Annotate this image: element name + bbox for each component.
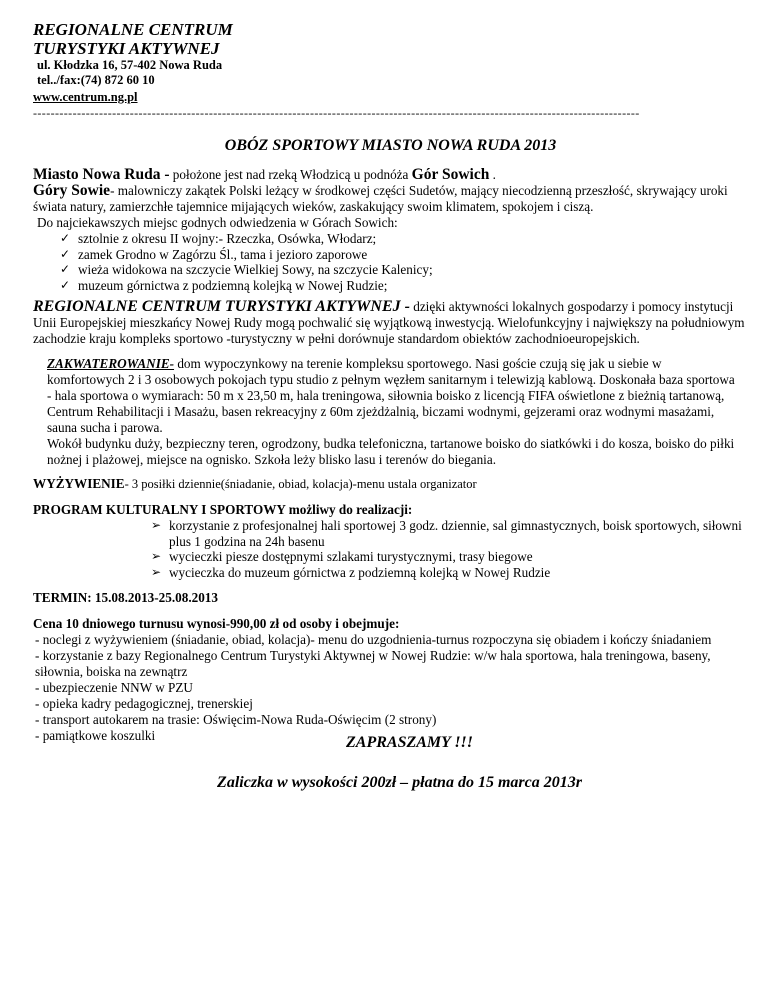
zakwaterowanie-paragraph [47,356,737,436]
page-title: OBÓZ SPORTOWY MIASTO NOWA RUDA 2013 [224,137,557,154]
website-link[interactable]: www.centrum.ng.pl [33,90,138,104]
accommodation-section [47,356,737,468]
list-item: - opieka kadry pedagogicznej, trenerskiej [35,696,253,711]
arrow-bullet-icon: ➢ [151,518,162,532]
org-phone: tel../fax:(74) 872 60 10 [37,73,155,87]
org-address: ul. Kłodzka 16, 57-402 Nowa Ruda [37,58,223,72]
list-item [33,262,748,278]
list-item-text: zamek Grodno w Zagórzu Śl., tama i jezioro zaporowe [78,246,368,262]
list-item: - noclegi z wyżywieniem (śniadanie, obiad, kolacja)- menu do uzgodnienia-turnus rozpoczyna się obiadem i kończy śniadaniem [35,632,712,647]
deposit-note: Zaliczka w wysokości 200zł – płatna do 15 marca 2013r [217,774,582,791]
rcta-heading: REGIONALNE CENTRUM TURYSTYKI AKTYWNEJ - [33,298,410,315]
zakwaterowanie-text: dom wypoczynkowy na terenie kompleksu sportowego. Nasi goście czują się jak u siebie w komfortowych 2 i 3 osobowych pokojach typu studio z pełnym węzłem sanitarnym i telewizją kablową. Doskonała baza sportowa - hala sportowa o wymiarach: 50 m x 23,50 m, hala treningowa, siłownia boisko z licencją FIFA oświetlone z bieżnią tartanową, Centrum Rehabilitacji i Masażu, basen rekreacyjny z 60m zjeżdżalnią, biczami wodnymi, gejzerami oraz wodnymi masażami, sauna sucha i parowa. [47,356,735,435]
intro-gory [33,183,748,215]
gory-text: - malowniczy zakątek Polski leżący w środkowej części Sudetów, mający niecodzienną przeszłość, skrywający uroki świata natury, zamierzchłe tajemnice mijających wieków, zaskakujący swoim klimatem, spokojem i ciszą. [33,183,728,214]
arrow-bullet-icon: ➢ [151,549,162,563]
list-item-text: sztolnie z okresu II wojny:- Rzeczka, Osówka, Włodarz; [78,231,377,246]
termin: TERMIN: 15.08.2013-25.08.2013 [33,590,218,605]
document-page [33,20,748,792]
check-icon: ✓ [60,231,71,245]
city-mountains: Gór Sowich [411,166,490,183]
check-icon: ✓ [60,262,71,276]
zakwaterowanie-paragraph-2: Wokół budynku duży, bezpieczny teren, ogrodzony, budka telefoniczna, tartanowe boisko do siatkówki i do kosza, boisko do piłki nożnej i plażowej, miejsce na ognisko. Szkoła leży blisko lasu i terenów do biegania. [47,436,735,467]
list-item-text: muzeum górnictwa z podziemną kolejką w Nowej Rudzie; [78,277,388,293]
city-end: . [489,167,496,182]
gory-name: Góry Sowie [33,182,111,199]
separator-line: ------------------------------------------------------------------------------------------------------------------------------------------ [33,107,640,119]
city-text: położone jest nad rzeką Włodzicą u podnóża [169,167,412,182]
list-item-text: wycieczki piesze dostępnymi szlakami turystycznymi, trasy biegowe [169,549,533,564]
invitation-heading: ZAPRASZAMY !!! [346,734,473,751]
wyzywienie-paragraph [33,476,748,492]
wyzywienie-text: - 3 posiłki dziennie(śniadanie, obiad, kolacja)-menu ustala organizator [124,477,477,491]
list-item [33,518,748,549]
program-heading: PROGRAM KULTURALNY I SPORTOWY możliwy do realizacji: [33,502,413,517]
list-item [33,231,748,247]
list-item: - ubezpieczenie NNW w PZU [35,680,193,695]
list-item-text: wieża widokowa na szczycie Wielkiej Sowy, na szczycie Kalenicy; [78,262,433,277]
list-item: - korzystanie z bazy Regionalnego Centrum Turystyki Aktywnej w Nowej Rudzie: w/w hala sportowa, hala treningowa, baseny, siłownia, boiska na zewnątrz [35,648,711,679]
places-intro: Do najciekawszych miejsc godnych odwiedzenia w Górach Sowich: [37,215,398,230]
list-item [33,247,748,263]
places-list [33,231,748,293]
list-item: - transport autokarem na trasie: Oświęcim-Nowa Ruda-Oświęcim (2 strony) [35,712,437,727]
org-name-line2: TURYSTYKI AKTYWNEJ [33,39,220,58]
rcta-paragraph [33,299,748,347]
price-includes-list [33,632,748,744]
rcta-text: dzięki aktywności lokalnych gospodarzy i pomocy instytucji Unii Europejskiej mieszkańcy Nowej Rudy mogą pochwalić się wyjątkową inwestycją. Wielofunkcyjny i największy na południowym zachodzie kraju kompleks sportowo -turystyczny w pełni dorównuje standardom obiektów zachodnioeuropejskich. [33,299,745,346]
list-item-text: wycieczka do muzeum górnictwa z podziemną kolejką w Nowej Rudzie [169,564,551,580]
arrow-bullet-icon: ➢ [151,564,162,579]
price-heading: Cena 10 dniowego turnusu wynosi-990,00 zł od osoby i obejmuje: [33,616,400,631]
wyzywienie-label: WYŻYWIENIE [33,476,125,491]
intro-city [33,167,748,183]
org-name-line1: REGIONALNE CENTRUM [33,20,233,39]
check-icon: ✓ [60,246,71,261]
list-item-text: korzystanie z profesjonalnej hali sportowej 3 godz. dziennie, sal gimnastycznych, boisk sportowych, siłowni plus 1 godzina na 24h basenu [169,518,742,549]
city-name: Miasto Nowa Ruda - [33,166,170,183]
program-list [33,518,748,580]
list-item [33,278,748,294]
zakwaterowanie-label: ZAKWATEROWANIE- [47,356,175,371]
check-icon: ✓ [60,277,71,292]
list-item: - pamiątkowe koszulki [35,728,156,743]
list-item [33,549,748,565]
list-item [33,565,748,581]
